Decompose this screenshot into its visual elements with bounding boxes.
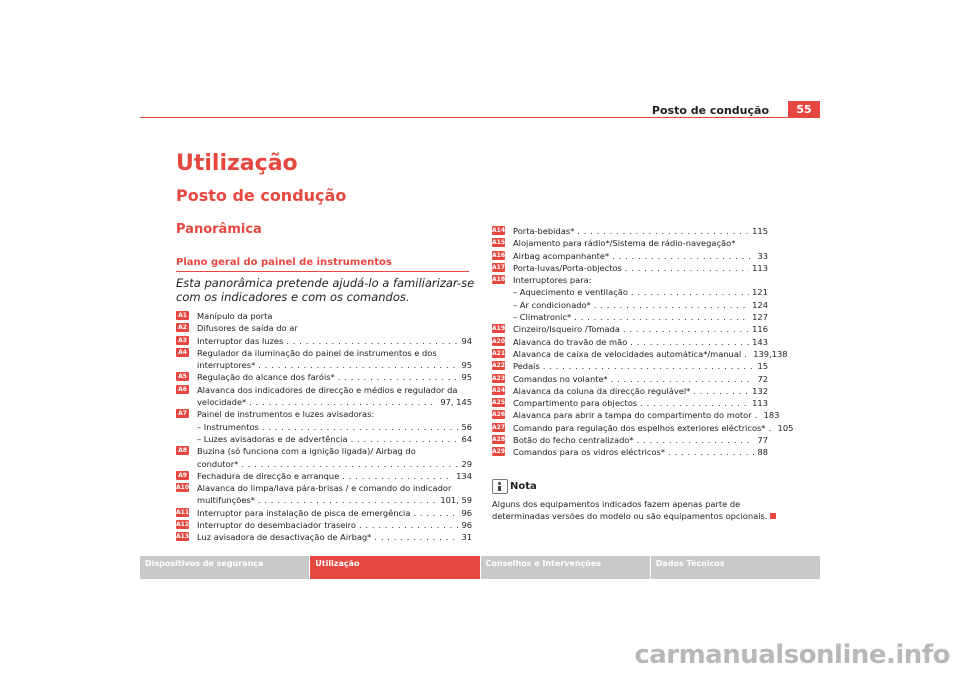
legend-label: – Luzes avisadoras e de advertência: [197, 433, 348, 445]
legend-label: condutor*: [197, 458, 239, 469]
legend-item: [492, 274, 768, 323]
legend-entry: [513, 286, 768, 298]
legend-number-badge: A29: [492, 448, 505, 456]
legend-item: [176, 335, 472, 347]
dot-leader: [258, 359, 458, 371]
legend-number-badge: A19: [492, 325, 505, 333]
legend-label: Difusores de saída do ar: [197, 323, 298, 334]
legend-label: velocidade*: [197, 397, 247, 408]
legend-number-badge: A18: [492, 276, 505, 284]
legend-entry: [513, 348, 788, 360]
legend-item: [492, 409, 780, 421]
legend-item: [492, 336, 768, 348]
legend-list-right: [492, 225, 794, 459]
legend-label: Cinzeiro/Isqueiro /Tomada: [513, 324, 620, 335]
legend-number-badge: A5: [176, 372, 189, 381]
legend-number-badge: A4: [176, 348, 189, 357]
note-body: Alguns dos equipamentos indicados fazem apenas parte de determinadas versões do modelo ou são equipamentos opcionais.: [492, 499, 768, 521]
dot-leader: [631, 286, 749, 298]
dot-leader: [413, 507, 458, 519]
dot-leader: [623, 323, 749, 335]
legend-label: Luz avisadora de desactivação de Airbag*: [197, 532, 372, 543]
dot-leader: [611, 373, 755, 385]
page-reference: 101, 59: [440, 495, 472, 506]
page-reference: 64: [461, 433, 472, 444]
legend-number-badge: A27: [492, 423, 505, 431]
dot-leader: [286, 335, 458, 347]
page-reference: 124: [752, 299, 768, 310]
legend-entry: [513, 250, 768, 262]
page-reference: 31: [461, 532, 472, 543]
page-reference: 96: [461, 507, 472, 518]
page-reference: 97, 145: [440, 397, 472, 408]
legend-number-badge: A9: [176, 471, 189, 480]
page-reference: 95: [461, 372, 472, 383]
legend-label: – Instrumentos: [197, 421, 259, 433]
note-header: [492, 479, 782, 494]
legend-entry: [513, 311, 768, 323]
page-reference: 113: [752, 398, 768, 409]
note-title: Nota: [510, 481, 537, 492]
page-reference: 183: [763, 410, 780, 421]
dot-leader: [351, 433, 459, 445]
legend-item: [176, 408, 472, 445]
page-reference: 127: [752, 312, 768, 323]
legend-label: Porta-luvas/Porta-objectos: [513, 262, 622, 273]
footer-tab[interactable]: Dispositivos de segurança: [140, 556, 309, 579]
dot-leader: [374, 531, 458, 543]
chapter-heading: Utilização: [176, 151, 298, 176]
dot-leader: [262, 421, 459, 433]
dot-leader: [744, 348, 750, 360]
legend-number-badge: A7: [176, 409, 189, 418]
legend-label: Painel de instrumentos e luzes avisadoras:: [197, 409, 375, 420]
dot-leader: [640, 397, 749, 409]
legend-number-badge: A26: [492, 411, 505, 419]
dot-leader: [359, 519, 458, 531]
legend-label: – Ar condicionado*: [513, 299, 591, 311]
legend-entry: [197, 519, 472, 531]
legend-item: [176, 445, 472, 470]
dot-leader: [574, 311, 749, 323]
legend-label: Regulador da iluminação do painel de instrumentos e dos: [197, 347, 437, 358]
dot-leader: [338, 371, 459, 383]
legend-number-badge: A12: [176, 521, 189, 529]
page-number: 55: [788, 101, 820, 118]
page-reference: 72: [757, 373, 768, 384]
topic-heading: Plano geral do painel de instrumentos: [176, 257, 392, 268]
legend-entry: [197, 421, 472, 433]
legend-item: [176, 482, 472, 507]
legend-entry: [513, 422, 794, 434]
legend-entry: [197, 507, 472, 519]
legend-label: Airbag acompanhante*: [513, 250, 610, 261]
legend-number-badge: A10: [176, 484, 189, 492]
section-heading: Posto de condução: [176, 186, 347, 205]
page-reference: 134: [456, 470, 472, 481]
legend-item: [492, 348, 788, 360]
legend-entry: [197, 531, 472, 543]
page-reference: 29: [461, 458, 472, 469]
legend-entry: [513, 299, 768, 311]
legend-item: [176, 371, 472, 383]
dot-leader: [630, 336, 749, 348]
page-reference: 15: [757, 361, 768, 372]
legend-item: [492, 262, 768, 274]
legend-label: Fechadura de direcção e arranque: [197, 470, 340, 481]
legend-entry: [513, 373, 768, 385]
legend-label: Buzina (só funciona com a ignição ligada)/ Airbag do: [197, 446, 416, 457]
legend-entry: [513, 360, 768, 372]
legend-item: [492, 360, 768, 372]
page-reference: 56: [461, 421, 472, 432]
legend-label: – Aquecimento e ventilação: [513, 286, 628, 298]
legend-entry: [513, 385, 768, 397]
legend-label: Porta-bebidas*: [513, 226, 575, 236]
legend-item: [176, 384, 472, 409]
page-reference: 88: [757, 447, 768, 458]
note-box: [492, 479, 782, 522]
legend-label: Interruptores para:: [513, 275, 592, 286]
dot-leader: [577, 225, 749, 237]
legend-entry: [513, 336, 768, 348]
legend-number-badge: A15: [492, 239, 505, 247]
legend-item: [176, 322, 472, 334]
dot-leader: [249, 396, 437, 408]
legend-label: Comandos no volante*: [513, 373, 608, 384]
dot-leader: [612, 250, 754, 262]
legend-entry: [513, 262, 768, 274]
dot-leader: [342, 470, 453, 482]
legend-label: Alavanca da coluna da direcção regulável*: [513, 385, 691, 396]
legend-number-badge: A3: [176, 336, 189, 345]
legend-label: Regulação do alcance dos faróis*: [197, 372, 335, 383]
legend-number-badge: A2: [176, 323, 189, 332]
legend-item: [492, 225, 768, 237]
page-reference: 113: [752, 262, 768, 273]
page-reference: 121: [752, 287, 768, 298]
legend-entry: [513, 446, 768, 458]
info-icon: [492, 479, 508, 494]
header-rule: [140, 117, 820, 118]
page-reference: 139,138: [753, 348, 788, 359]
legend-label: Alojamento para rádio*/Sistema de rádio-navegação*: [513, 238, 736, 249]
page-reference: 96: [461, 520, 472, 531]
legend-number-badge: A14: [492, 227, 505, 234]
dot-leader: [258, 494, 437, 506]
legend-entry: [513, 434, 768, 446]
legend-entry: [197, 371, 472, 383]
subsection-heading: Panorâmica: [176, 222, 262, 237]
legend-number-badge: A24: [492, 386, 505, 394]
legend-label: Alavanca de caixa de velocidades automática*/manual: [513, 348, 742, 359]
page-reference: 77: [757, 435, 768, 446]
legend-number-badge: A28: [492, 436, 505, 444]
dot-leader: [693, 385, 749, 397]
dot-leader: [668, 446, 754, 458]
legend-label: interruptores*: [197, 360, 256, 371]
legend-label: Compartimento para objectos: [513, 398, 638, 409]
legend-label: Alavanca do limpa/lava pára-brisas / e comando do indicador: [197, 483, 452, 494]
page-reference: 116: [752, 324, 768, 335]
legend-label: Interruptor para instalação de pisca de emergência: [197, 507, 411, 518]
page-reference: 132: [752, 385, 768, 396]
dot-leader: [769, 422, 775, 434]
legend-entry: [513, 323, 768, 335]
legend-item: [492, 237, 768, 249]
legend-item: [176, 347, 472, 372]
legend-entry: [197, 458, 472, 470]
intro-text: Esta panorâmica pretende ajudá-lo a familiarizar-se com os indicadores e com os comandos.: [176, 276, 475, 304]
dot-leader: [625, 262, 749, 274]
legend-label: Botão do fecho centralizado*: [513, 435, 634, 446]
legend-number-badge: A25: [492, 399, 505, 407]
legend-entry: [513, 225, 768, 237]
legend-label: Interruptor das luzes: [197, 335, 284, 346]
legend-label: Alavanca para abrir a tampa do compartimento do motor: [513, 410, 752, 421]
legend-label: Pedais: [513, 361, 540, 372]
legend-item: [492, 385, 768, 397]
footer-tab[interactable]: Dados Técnicos: [651, 556, 820, 579]
note-text: [492, 498, 782, 522]
legend-entry: [197, 359, 472, 371]
legend-label: Alavanca do travão de mão: [513, 336, 628, 347]
legend-label: Comandos para os vidros eléctricos*: [513, 447, 666, 458]
legend-entry: [197, 494, 472, 506]
legend-list-left: [176, 310, 472, 544]
dot-leader: [241, 458, 458, 470]
legend-item: [492, 422, 794, 434]
legend-item: [176, 531, 472, 543]
topic-rule: [176, 271, 469, 272]
legend-label: – Climatronic*: [513, 311, 571, 323]
legend-number-badge: A6: [176, 385, 189, 394]
legend-entry: [513, 397, 768, 409]
legend-entry: [197, 335, 472, 347]
page-reference: 143: [752, 336, 768, 347]
legend-item: [492, 397, 768, 409]
legend-number-badge: A22: [492, 362, 505, 370]
watermark: carmanualsonline.info: [634, 640, 950, 670]
legend-label: Comando para regulação dos espelhos exteriores eléctricos*: [513, 422, 766, 433]
dot-leader: [755, 409, 761, 421]
footer-tab[interactable]: Conselhos e Intervenções: [481, 556, 650, 579]
legend-item: [492, 250, 768, 262]
legend-item: [492, 323, 768, 335]
page-reference: 105: [777, 422, 794, 433]
dot-leader: [594, 299, 749, 311]
legend-item: [492, 434, 768, 446]
dot-leader: [543, 360, 755, 372]
legend-number-badge: A13: [176, 533, 189, 541]
legend-entry: [197, 470, 472, 482]
legend-number-badge: A1: [176, 311, 189, 320]
end-of-section-icon: [770, 513, 776, 519]
legend-label: multifunções*: [197, 495, 255, 506]
legend-label: Interruptor do desembaciador traseiro: [197, 520, 356, 531]
page-reference: 95: [461, 360, 472, 371]
header-title: Posto de condução: [651, 104, 769, 117]
legend-item: [492, 373, 768, 385]
legend-item: [176, 470, 472, 482]
legend-number-badge: A8: [176, 446, 189, 455]
legend-item: [176, 507, 472, 519]
page-reference: 94: [461, 335, 472, 346]
legend-label: Alavanca dos indicadores de direcção e médios e regulador da: [197, 384, 458, 395]
page-reference: 33: [757, 250, 768, 261]
legend-number-badge: A16: [492, 251, 505, 259]
legend-item: [176, 310, 472, 322]
legend-number-badge: A20: [492, 337, 505, 345]
legend-number-badge: A23: [492, 374, 505, 382]
legend-entry: [513, 409, 780, 421]
legend-item: [176, 519, 472, 531]
legend-number-badge: A17: [492, 263, 505, 271]
legend-number-badge: A21: [492, 349, 505, 357]
legend-label: Manípulo da porta: [197, 311, 273, 321]
page-reference: 115: [752, 226, 768, 236]
footer-tab[interactable]: Utilização: [310, 556, 479, 579]
legend-entry: [197, 433, 472, 445]
footer-tabs: [140, 556, 820, 579]
legend-item: [492, 446, 768, 458]
dot-leader: [637, 434, 755, 446]
legend-number-badge: A11: [176, 508, 189, 516]
legend-entry: [197, 396, 472, 408]
